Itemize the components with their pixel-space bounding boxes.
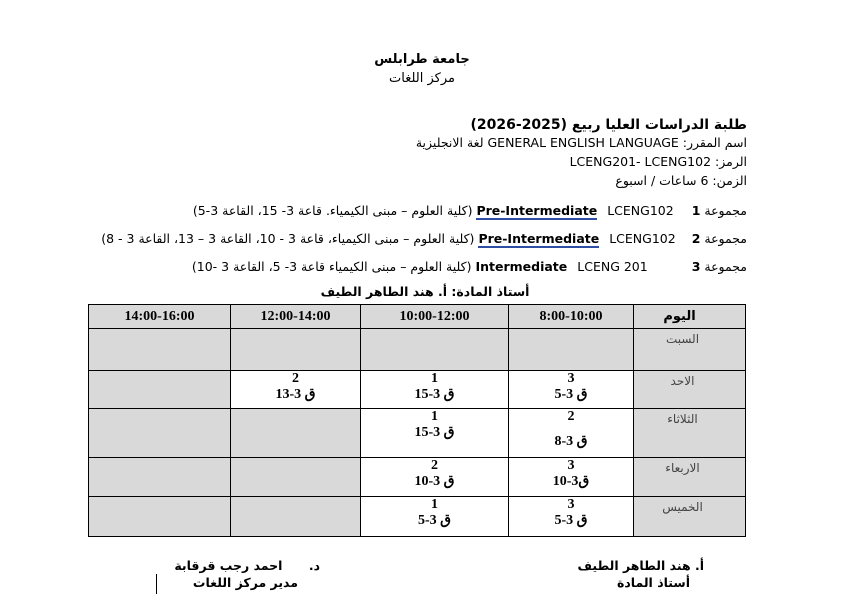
room-label: ق 3-5 <box>554 512 588 528</box>
room-label: ق 3-8 <box>554 434 588 450</box>
time-header: 12:00-14:00 <box>231 305 361 329</box>
room-label: ق3-10 <box>552 473 590 489</box>
table-row-tuesday <box>89 409 746 457</box>
table-row-wednesday <box>89 457 746 496</box>
signature-left-divider <box>156 574 157 594</box>
group-number: 2 <box>431 457 438 473</box>
room-label: ق 3-13 <box>275 387 316 403</box>
course-code-value: LCENG201- LCENG102 <box>569 154 712 169</box>
schedule-cell <box>361 371 509 409</box>
room-label: ق 3-5 <box>554 387 588 403</box>
day-header: اليوم <box>634 305 746 329</box>
signature-left-name-line <box>174 558 320 573</box>
signature-right-title: أستاذ المادة <box>617 575 690 590</box>
schedule-cell <box>231 329 361 371</box>
room-label: ق 3-10 <box>414 473 455 489</box>
table-header-row <box>89 305 746 329</box>
schedule-cell <box>361 496 509 536</box>
signature-right-name: أ. هند الطاهر الطيف <box>577 558 704 573</box>
table-row-saturday <box>89 329 746 371</box>
group-code: LCENG 201 <box>577 259 648 274</box>
day-cell: الاربعاء <box>634 457 746 496</box>
time-header: 10:00-12:00 <box>361 305 509 329</box>
schedule-cell <box>509 409 634 457</box>
schedule-cell <box>509 496 634 536</box>
course-code-label: الرمز: <box>715 154 747 169</box>
schedule-cell <box>231 371 361 409</box>
schedule-cell <box>89 496 231 536</box>
course-name-label: اسم المقرر: <box>682 135 747 150</box>
group-line-1 <box>40 203 747 218</box>
signature-left-prefix: د. <box>308 558 320 573</box>
day-cell: السبت <box>634 329 746 371</box>
schedule-cell <box>509 371 634 409</box>
schedule-cell <box>361 329 509 371</box>
signature-left-name: احمد رجب قرقابة <box>174 558 283 573</box>
table-row-sunday <box>89 371 746 409</box>
schedule-cell <box>89 371 231 409</box>
schedule-cell <box>89 329 231 371</box>
center-name: مركز اللغات <box>389 71 455 86</box>
group-level: Pre-Intermediate <box>476 203 598 218</box>
course-name-ar: لغة الانجليزية <box>415 135 484 150</box>
time-header: 8:00-10:00 <box>509 305 634 329</box>
table-row-thursday <box>89 496 746 536</box>
group-line-2 <box>40 231 747 246</box>
group-location: (كلية العلوم – مبنى الكيمياء، قاعة 3 - 10، القاعة 3 – 13، القاعة 3 - 8) <box>101 231 475 246</box>
day-cell: الاحد <box>634 371 746 409</box>
group-location: (كلية العلوم – مبنى الكيمياء. قاعة 3- 15، القاعة 3-5) <box>192 203 473 218</box>
group-number: 2 <box>292 371 299 387</box>
group-label: مجموعة <box>704 203 747 218</box>
day-cell: الخميس <box>634 496 746 536</box>
group-number: 3 <box>691 259 701 274</box>
instructor-line: أستاذ المادة: أ. هند الطاهر الطيف <box>320 284 530 299</box>
signature-left-title: مدير مركز اللغات <box>192 575 298 590</box>
group-code: LCENG102 <box>609 231 676 246</box>
schedule-cell <box>361 457 509 496</box>
group-number: 2 <box>567 409 575 425</box>
group-level: Pre-Intermediate <box>478 231 600 246</box>
course-name-line <box>300 135 747 150</box>
group-level: Intermediate <box>475 259 568 274</box>
group-number: 3 <box>567 457 575 473</box>
group-label: مجموعة <box>704 259 747 274</box>
group-number: 2 <box>691 231 701 246</box>
group-number: 3 <box>567 496 575 512</box>
group-line-3 <box>40 259 747 274</box>
group-label: مجموعة <box>704 231 747 246</box>
schedule-cell <box>509 457 634 496</box>
time-header: 14:00-16:00 <box>89 305 231 329</box>
group-number: 1 <box>691 203 701 218</box>
schedule-cell <box>231 457 361 496</box>
group-code: LCENG102 <box>607 203 674 218</box>
university-name: جامعة طرابلس <box>374 52 470 67</box>
course-code-line <box>300 154 747 169</box>
schedule-cell <box>231 496 361 536</box>
room-label: ق 3-15 <box>414 387 455 403</box>
schedule-cell <box>361 409 509 457</box>
schedule-cell <box>231 409 361 457</box>
course-name-en: GENERAL ENGLISH LANGUAGE <box>487 135 679 150</box>
group-number: 1 <box>431 371 438 387</box>
course-time-line <box>300 173 747 188</box>
course-time-label: الزمن: <box>712 173 747 188</box>
room-label: ق 3-15 <box>414 425 455 441</box>
group-number: 1 <box>431 496 438 512</box>
day-cell: الثلاثاء <box>634 409 746 457</box>
group-location: (كلية العلوم – مبنى الكيمياء قاعة 3- 5، القاعة 3 -10) <box>191 259 472 274</box>
course-title: طلبة الدراسات العليا ربيع (2025-2026) <box>470 117 747 133</box>
course-time-value: 6 ساعات / اسبوع <box>615 173 709 188</box>
group-number: 3 <box>567 371 575 387</box>
schedule-cell <box>89 409 231 457</box>
room-label: ق 3-5 <box>417 512 452 528</box>
schedule-cell <box>509 329 634 371</box>
schedule-cell <box>89 457 231 496</box>
group-number: 1 <box>431 409 438 425</box>
schedule-table <box>88 304 746 537</box>
